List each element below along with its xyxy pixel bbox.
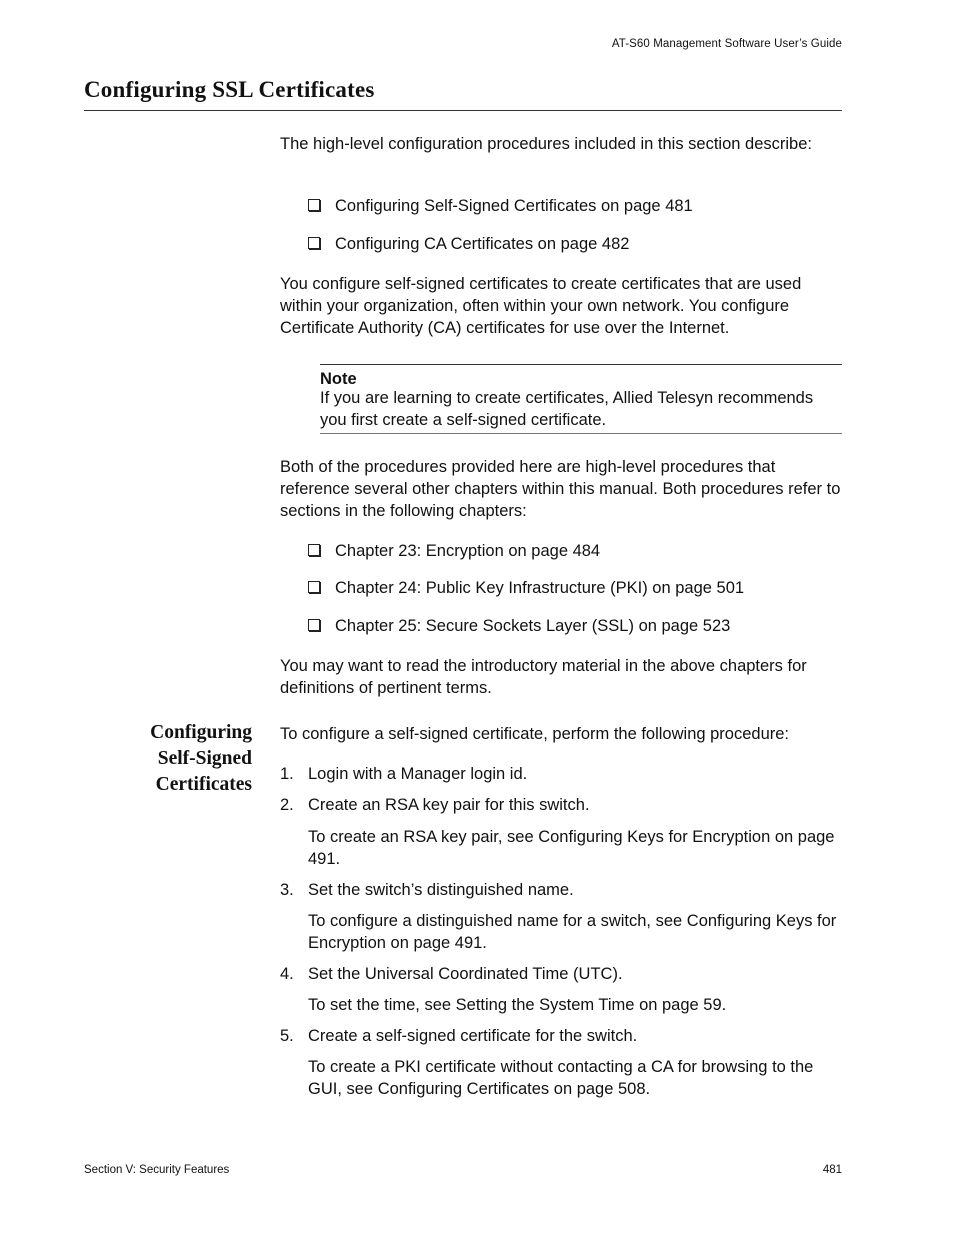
checkbox-bullet-icon xyxy=(308,237,320,249)
procedure-step-detail: To create an RSA key pair, see Configuring Keys for Encryption on page 491. xyxy=(308,828,835,868)
chapter-list-item: Chapter 23: Encryption on page 484 xyxy=(308,540,600,562)
footer-section-label: Section V: Security Features xyxy=(84,1164,230,1176)
running-header: AT-S60 Management Software User’s Guide xyxy=(611,38,842,50)
procedure-step-detail: To create a PKI certificate without contacting a CA for browsing to the GUI, see Configuring Certificates on page 508. xyxy=(308,1058,814,1098)
note-title: Note xyxy=(320,370,357,388)
title-divider xyxy=(84,110,842,111)
checkbox-bullet-icon xyxy=(308,544,320,556)
procedure-step-detail: To configure a distinguished name for a switch, see Configuring Keys for Encryption on page 491. xyxy=(308,912,837,952)
footer-page-number: 481 xyxy=(822,1164,842,1176)
procedure-list-item: Configuring Self-Signed Certificates on page 481 xyxy=(308,195,693,217)
chapter-list-item: Chapter 25: Secure Sockets Layer (SSL) on page 523 xyxy=(308,615,730,637)
procedure-intro: To configure a self-signed certificate, perform the following procedure: xyxy=(280,725,790,743)
procedure-list-item: Configuring CA Certificates on page 482 xyxy=(308,233,629,255)
checkbox-bullet-icon xyxy=(308,619,320,631)
procedure-step-detail: To set the time, see Setting the System Time on page 59. xyxy=(308,996,727,1014)
certificate-types-paragraph: You configure self-signed certificates to create certificates that are used within your organization, often within your own network. You configure Certificate Authority (CA) certificates for use over the Internet. xyxy=(280,275,802,337)
references-paragraph: Both of the procedures provided here are high-level procedures that reference several other chapters within this manual. Both procedures refer to sections in the following chapters: xyxy=(280,458,841,520)
note-text: If you are learning to create certificates, Allied Telesyn recommends you first create a self-signed certificate. xyxy=(320,389,814,429)
closing-paragraph: You may want to read the introductory material in the above chapters for definitions of pertinent terms. xyxy=(280,657,807,697)
chapter-list-item: Chapter 24: Public Key Infrastructure (PKI) on page 501 xyxy=(308,577,744,599)
note-box xyxy=(320,364,842,434)
intro-paragraph: The high-level configuration procedures included in this section describe: xyxy=(280,135,812,153)
page-title: Configuring SSL Certificates xyxy=(84,77,375,102)
checkbox-bullet-icon xyxy=(308,581,320,593)
subsection-heading: Configuring Self-Signed Certificates xyxy=(150,722,252,795)
checkbox-bullet-icon xyxy=(308,199,320,211)
